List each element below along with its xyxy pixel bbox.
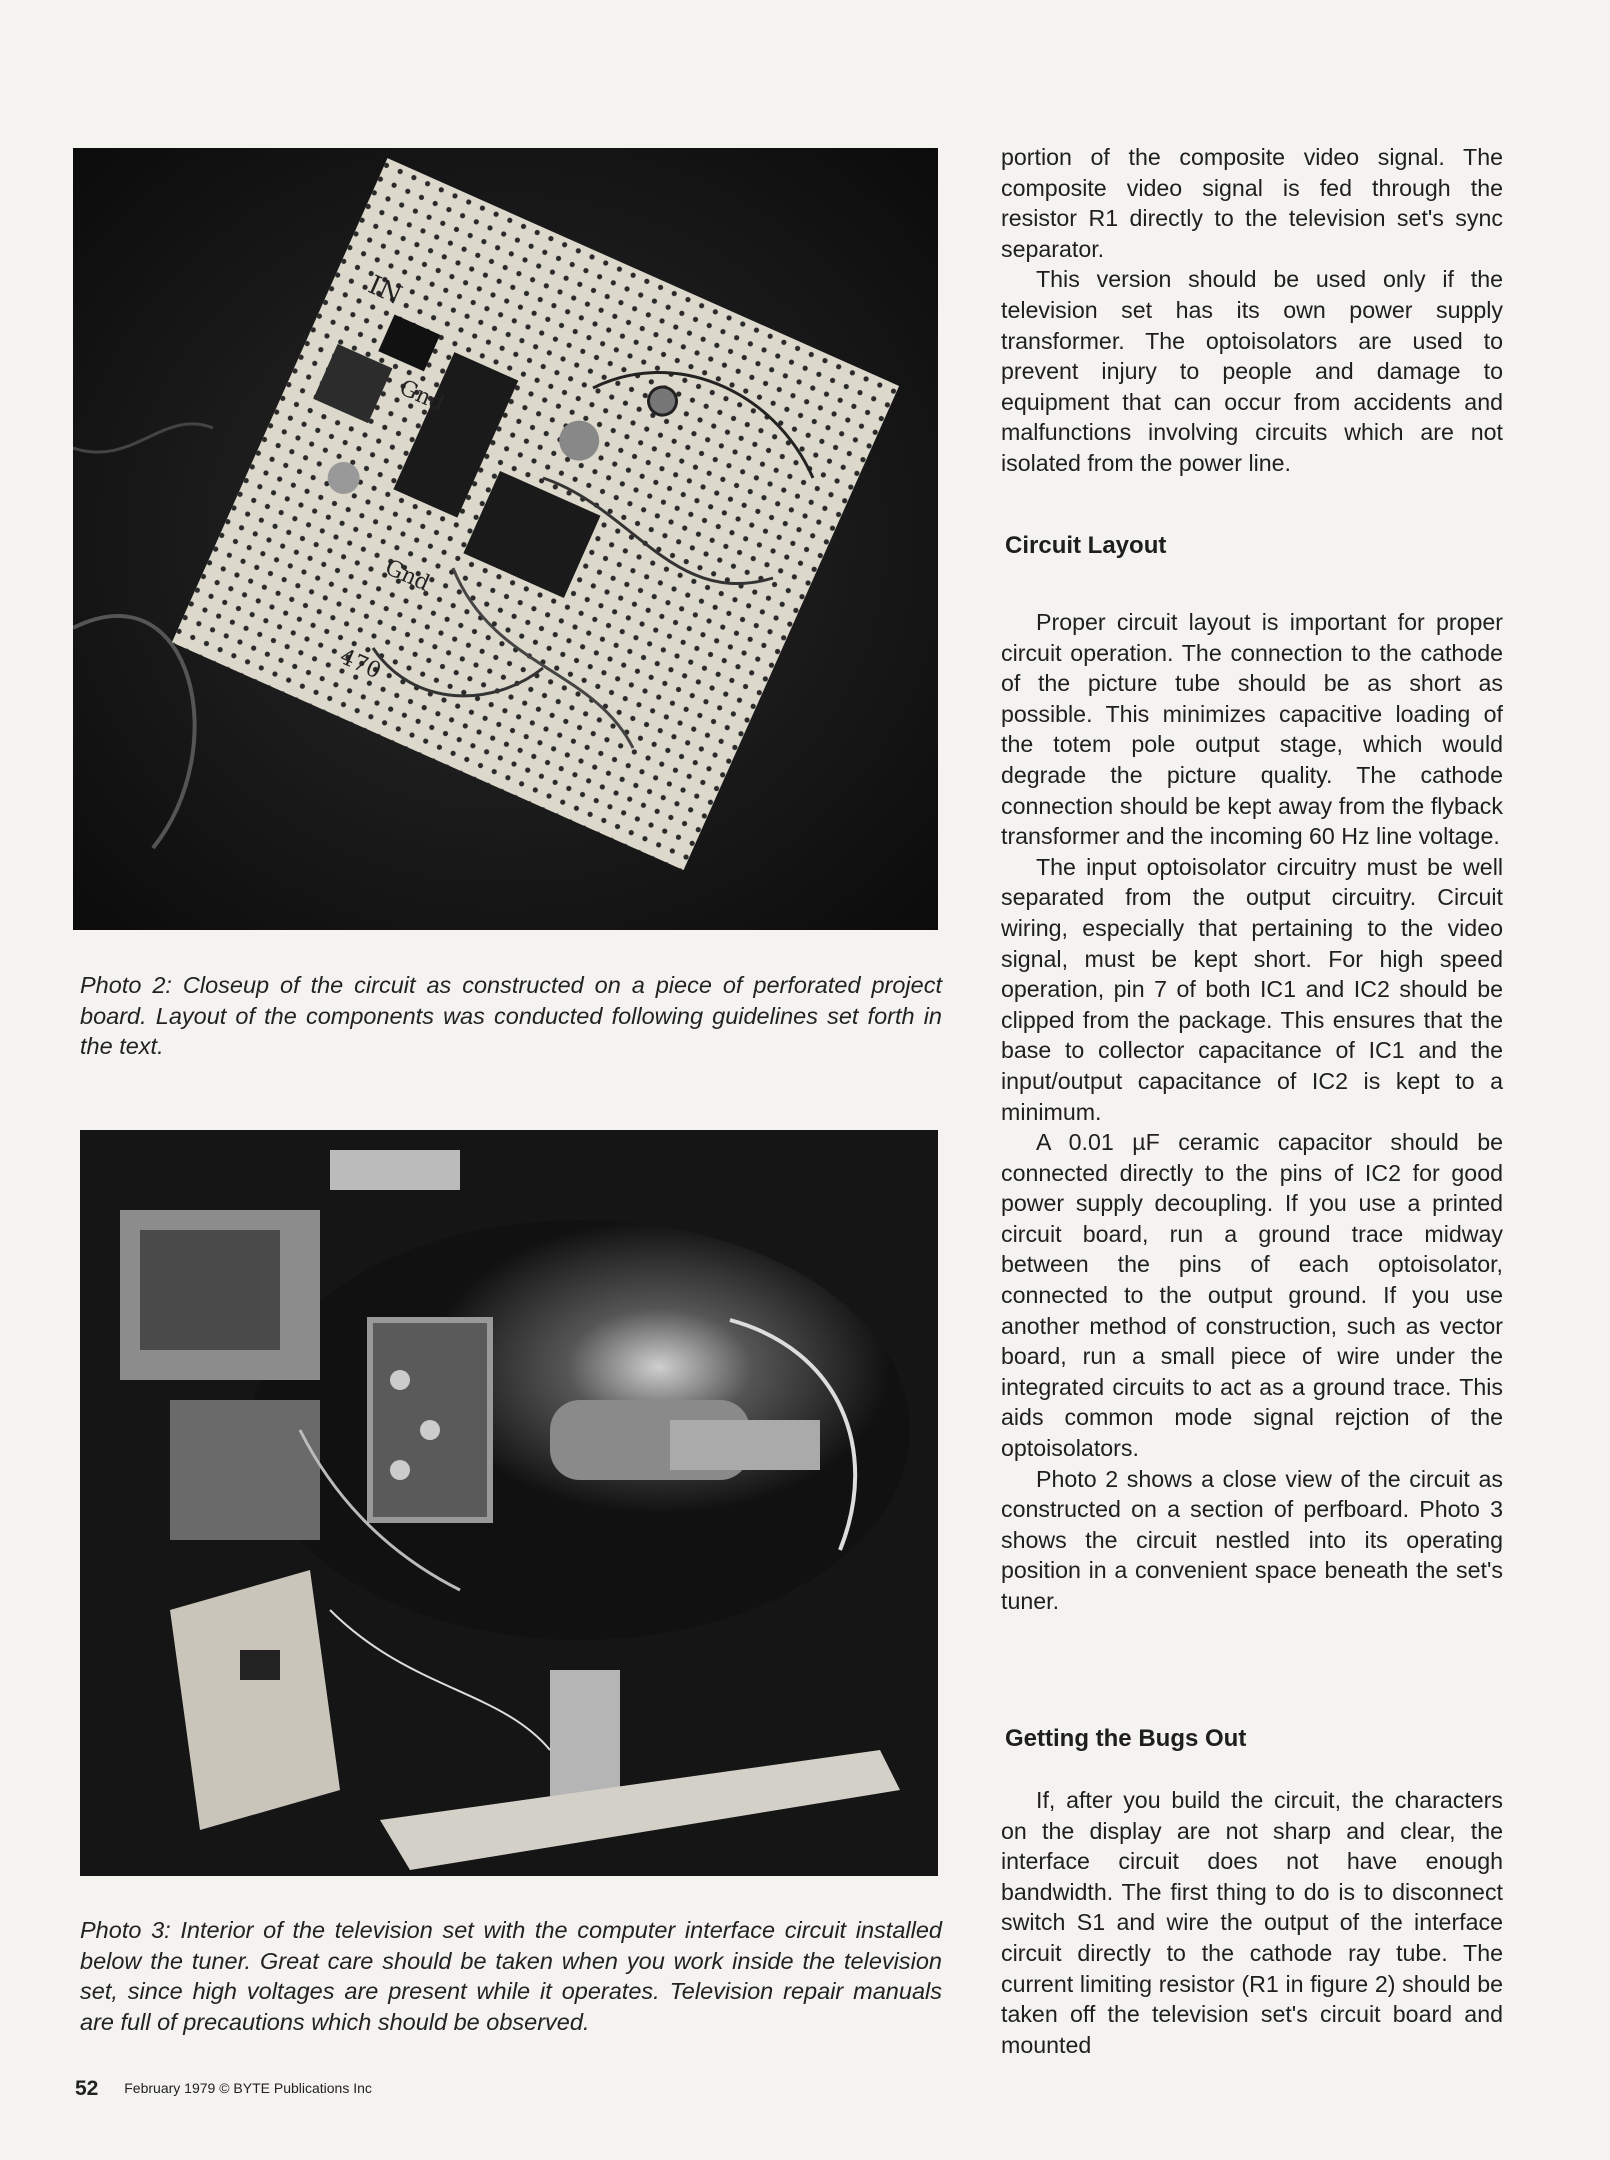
heading-circuit-layout: Circuit Layout	[1005, 531, 1167, 559]
board-label-gnd-2: Gnd	[381, 555, 434, 597]
board-label-470: 470	[335, 644, 385, 685]
photo-2-perfboard	[73, 148, 938, 930]
page-footer	[75, 2077, 372, 2101]
tv-interior-illustration	[80, 1130, 938, 1876]
paragraph: This version should be used only if the television set has its own power supply transformer. The optoisolators are used to prevent injury to people and damage to equipment that can occur from accidents and malfunctions involving circuits which are not isolated from the power line.	[1001, 266, 1503, 476]
paragraph: Photo 2 shows a close view of the circuit as constructed on a section of perfboard. Photo 3 shows the circuit nestled into its operating position in a convenient space beneath the set's tuner.	[1001, 1465, 1503, 1614]
photo-2-caption: Photo 2: Closeup of the circuit as constructed on a piece of perforated project board. Layout of the components was conducted following guidelines set forth in the text.	[80, 972, 942, 1059]
board-label-in: IN	[363, 270, 407, 312]
column-circuit-layout	[1001, 607, 1503, 1617]
paragraph: The input optoisolator circuitry must be well separated from the output circuitry. Circuit wiring, especially that pertaining to the video signal, must be kept short. For high speed operation, pin 7 of both IC1 and IC2 should be clipped from the package. This ensures that the base to collector capacitance of IC1 and the input/output capacitance of IC2 is kept to a minimum.	[1001, 853, 1503, 1125]
page-number: 52	[75, 2077, 99, 2100]
heading-getting-bugs-out: Getting the Bugs Out	[1005, 1724, 1247, 1752]
paragraph: portion of the composite video signal. The composite video signal is fed through the resistor R1 directly to the television set's sync separator.	[1001, 144, 1503, 262]
perfboard-illustration	[73, 148, 938, 930]
paragraph: Proper circuit layout is important for proper circuit operation. The connection to the cathode of the picture tube should be as short as possible. This minimizes capacitive loading of the totem pole output stage, which would degrade the picture quality. The cathode connection should be kept away from the flyback transformer and the incoming 60 Hz line voltage.	[1001, 609, 1503, 850]
column-intro	[1001, 142, 1503, 479]
board-label-gnd-1: Gnd	[395, 375, 448, 417]
paragraph: A 0.01 µF ceramic capacitor should be connected directly to the pins of IC2 for good power supply decoupling. If you use a printed circuit board, run a ground trace midway between the pins of each optoisolator, connected to the output ground. If you use another method of construction, such as vector board, run a small piece of wire under the integrated circuits to act as a ground trace. This aids common mode signal rejction of the optoisolators.	[1001, 1129, 1503, 1462]
photo-3-tv-interior	[80, 1130, 938, 1876]
column-getting-bugs-out	[1001, 1785, 1503, 2060]
footer-credit: February 1979 © BYTE Publications Inc	[124, 2080, 372, 2096]
photo-3-caption: Photo 3: Interior of the television set with the computer interface circuit installed below the tuner. Great care should be taken when you work inside the television set, since high voltages are present while it operates. Television repair manuals are full of precautions which should be observed.	[80, 1917, 942, 2035]
paragraph: If, after you build the circuit, the characters on the display are not sharp and clear, the interface circuit does not have enough bandwidth. The first thing to do is to disconnect switch S1 and wire the output of the interface circuit directly to the cathode ray tube. The current limiting resistor (R1 in figure 2) should be taken off the television set's circuit board and mounted	[1001, 1787, 1503, 2058]
